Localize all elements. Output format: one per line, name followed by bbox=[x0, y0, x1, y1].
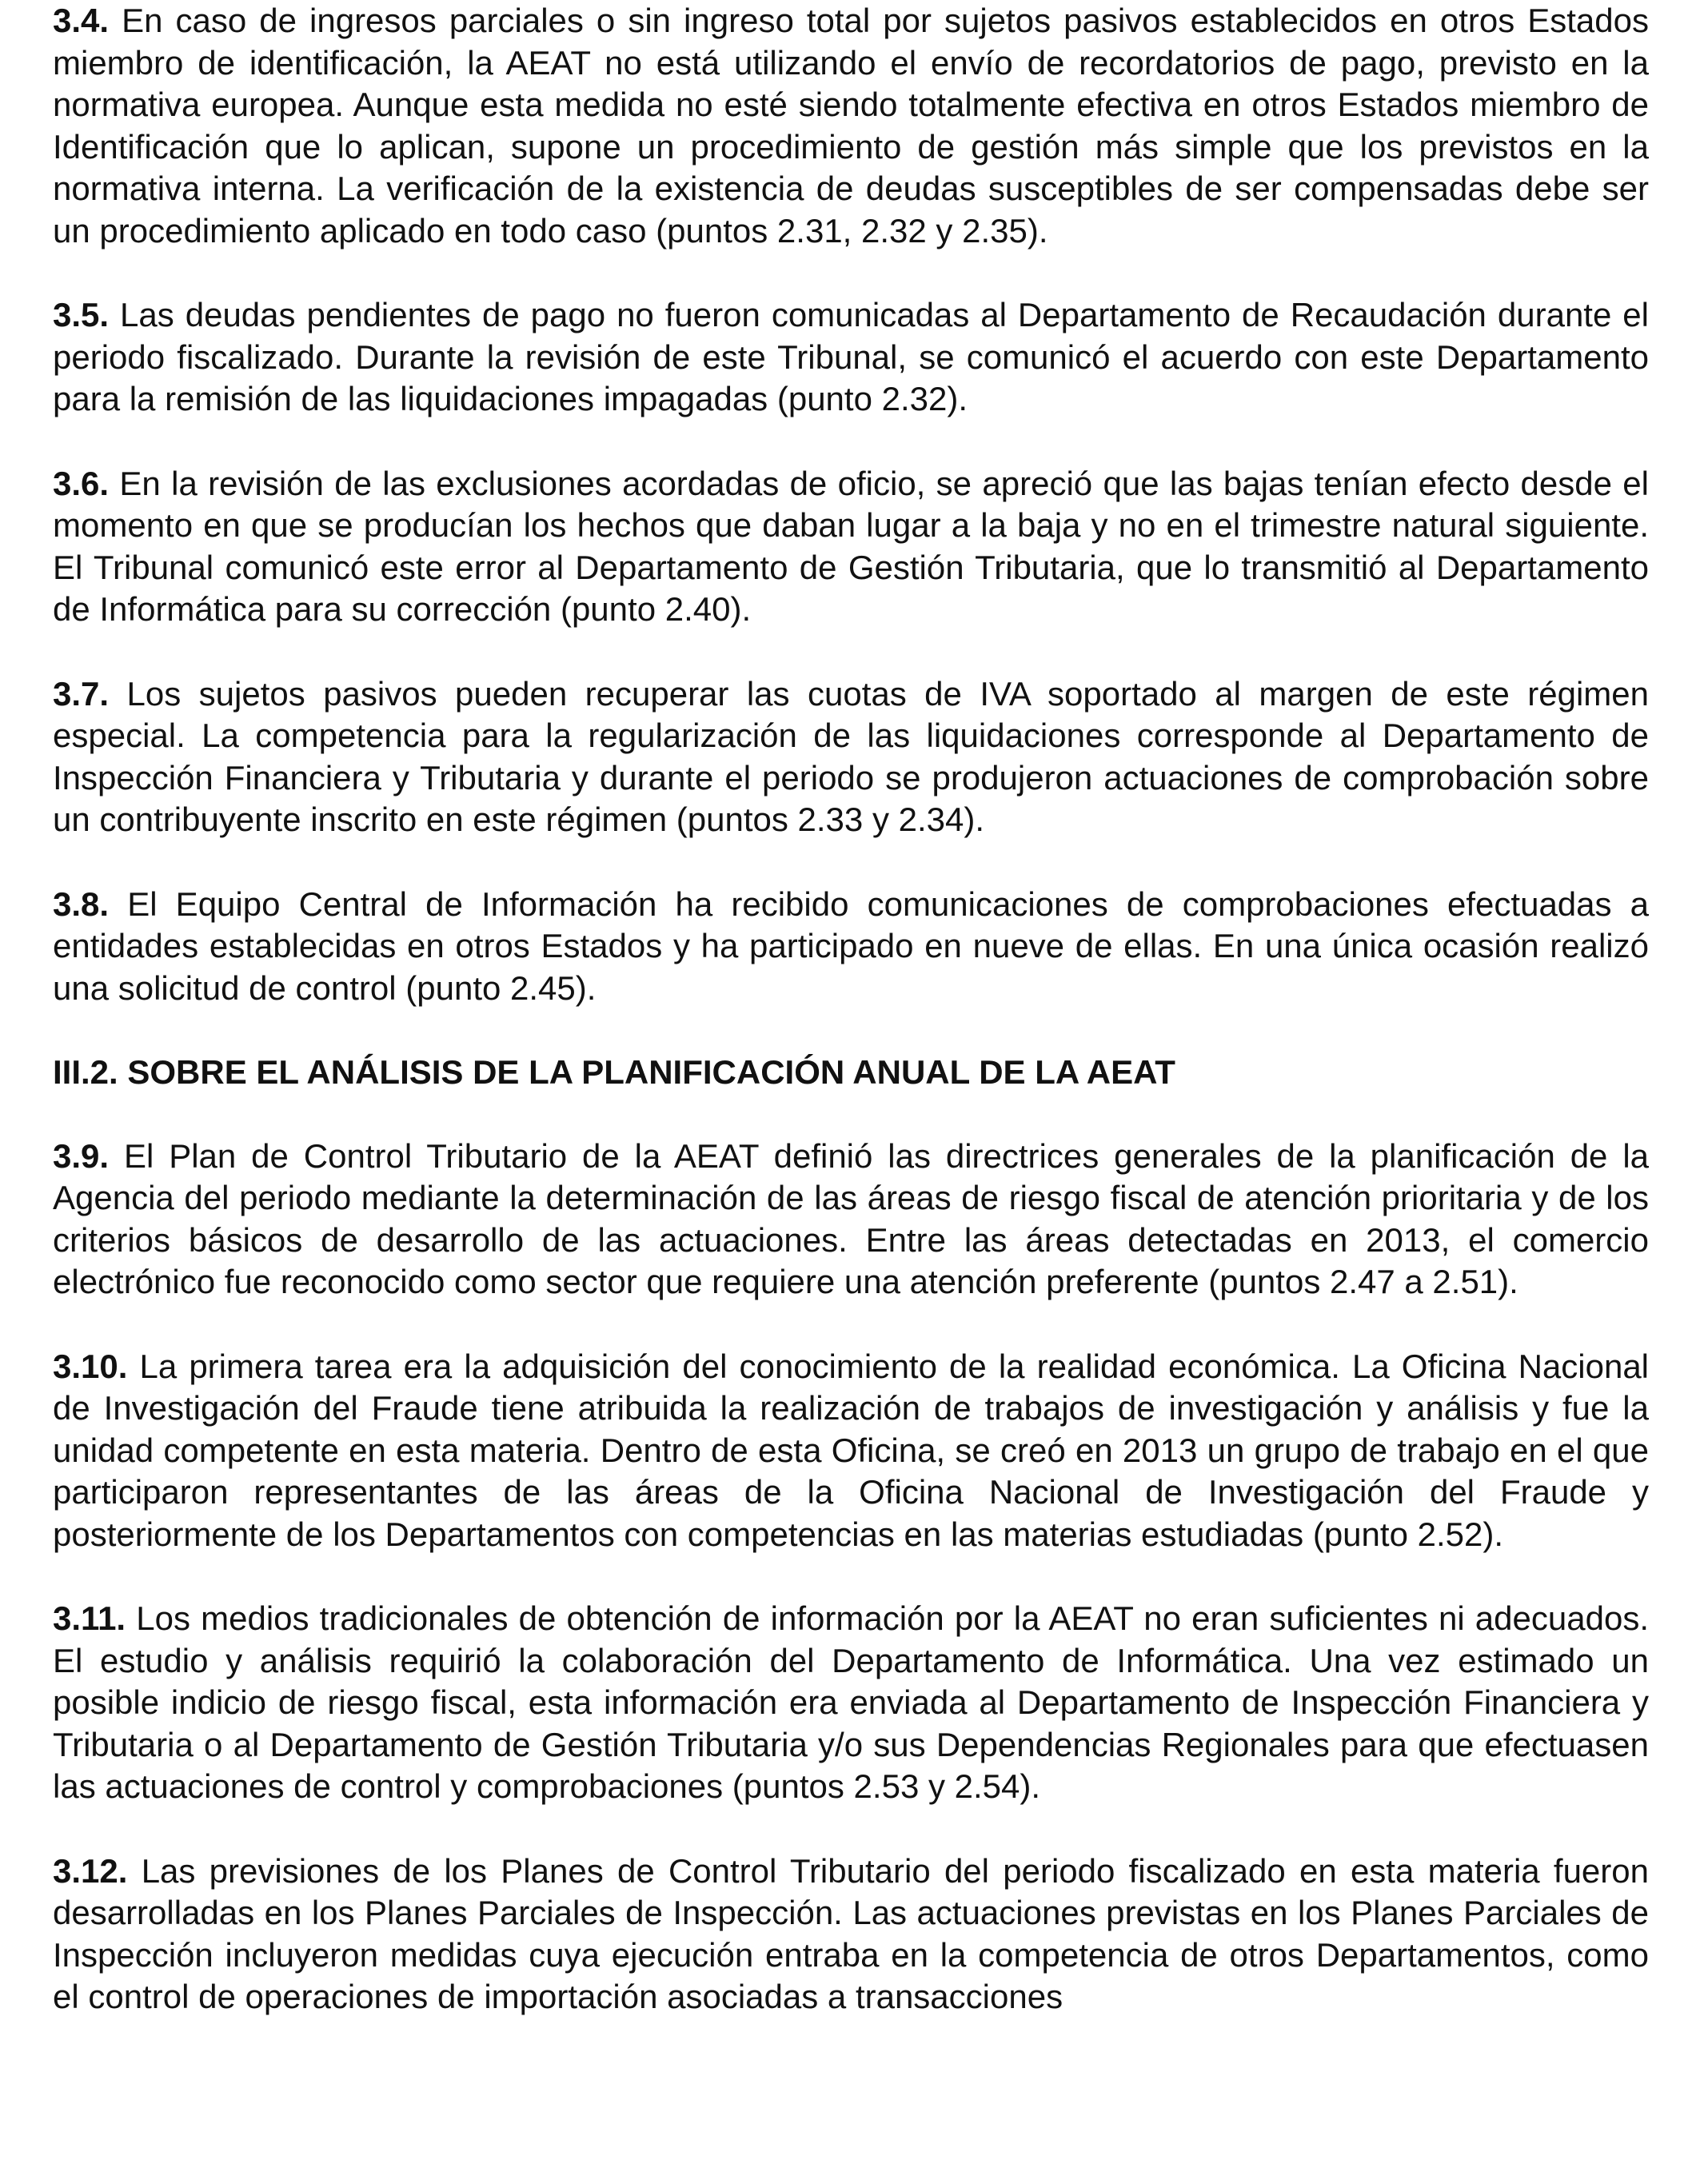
paragraph-3-8 bbox=[53, 884, 1649, 1010]
paragraph-3-7 bbox=[53, 673, 1649, 841]
paragraph-number: 3.8. bbox=[53, 884, 110, 923]
paragraph-3-12 bbox=[53, 1851, 1649, 2018]
paragraph-3-10 bbox=[53, 1346, 1649, 1556]
paragraph-3-6 bbox=[53, 463, 1649, 631]
paragraph-text: Las deudas pendientes de pago no fueron comunicadas al Departamento de Recaudación durante el periodo fiscalizado. Durante la revisión de este Tribunal, se comunicó el acuerdo con este Departamento para la remisión de las liquidaciones impagadas (punto 2.32). bbox=[53, 296, 1649, 417]
paragraph-text: Los sujetos pasivos pueden recuperar las cuotas de IVA soportado al margen de este régimen especial. La competencia para la regularización de las liquidaciones corresponde al Departamento de Inspección Financiera y Tributaria y durante el periodo se produjeron actuaciones de comprobación sobre un contribuyente inscrito en este régimen (puntos 2.33 y 2.34). bbox=[53, 674, 1649, 838]
paragraph-number: 3.5. bbox=[53, 296, 110, 333]
paragraph-number: 3.12. bbox=[53, 1851, 128, 1890]
paragraph-text: En caso de ingresos parciales o sin ingreso total por sujetos pasivos establecidos en otros Estados miembro de identificación, la AEAT no está utilizando el envío de recordatorios de pago, previsto en la normativa europea. Aunque esta medida no esté siendo totalmente efectiva en otros Estados miembro de Identificación que lo aplican, supone un procedimiento de gestión más simple que los previstos en la normativa interna. La verificación de la existencia de deudas susceptibles de ser compensadas debe ser un procedimiento aplicado en todo caso (puntos 2.31, 2.32 y 2.35). bbox=[53, 2, 1650, 250]
document-page bbox=[53, 0, 1649, 2061]
paragraph-3-9 bbox=[53, 1136, 1649, 1304]
paragraph-number: 3.9. bbox=[53, 1136, 110, 1175]
paragraph-text: En la revisión de las exclusiones acordadas de oficio, se apreció que las bajas tenían efecto desde el momento en que se producían los hechos que daban lugar a la baja y no en el trimestre natural siguiente. El Tribunal comunicó este error al Departamento de Gestión Tributaria, que lo transmitió al Departamento de Informática para su corrección (punto 2.40). bbox=[53, 464, 1649, 628]
paragraph-3-5 bbox=[53, 294, 1649, 421]
paragraph-text: Los medios tradicionales de obtención de información por la AEAT no eran suficientes ni adecuados. El estudio y análisis requirió la colaboración del Departamento de Informática. Una vez estimado un posible indicio de riesgo fiscal, esta información era enviada al Departamento de Inspección Financiera y Tributaria o al Departamento de Gestión Tributaria y/o sus Dependencias Regionales para que efectuasen las actuaciones de control y comprobaciones (puntos 2.53 y 2.54). bbox=[53, 1599, 1649, 1805]
section-heading: III.2. SOBRE EL ANÁLISIS DE LA PLANIFICACIÓN ANUAL DE LA AEAT bbox=[53, 1053, 1175, 1091]
paragraph-text: El Plan de Control Tributario de la AEAT definió las directrices generales de la planificación de la Agencia del periodo mediante la determinación de las áreas de riesgo fiscal de atención prioritaria y de los criterios básicos de desarrollo de las actuaciones. Entre las áreas detectadas en 2013, el comercio electrónico fue reconocido como sector que requiere una atención preferente (puntos 2.47 a 2.51). bbox=[53, 1136, 1650, 1300]
paragraph-3-11 bbox=[53, 1598, 1649, 1808]
paragraph-number: 3.11. bbox=[53, 1599, 126, 1637]
paragraph-number: 3.7. bbox=[53, 674, 110, 713]
paragraph-number: 3.10. bbox=[53, 1347, 128, 1385]
paragraph-text: El Equipo Central de Información ha recibido comunicaciones de comprobaciones efectuadas a entidades establecidas en otros Estados y ha participado en nueve de ellas. En una única ocasión realizó una solicitud de control (punto 2.45). bbox=[53, 884, 1650, 1007]
paragraph-text: Las previsiones de los Planes de Control Tributario del periodo fiscalizado en esta materia fueron desarrolladas en los Planes Parciales de Inspección. Las actuaciones previstas en los Planes Parciales de Inspección incluyeron medidas cuya ejecución entraba en la competencia de otros Departamentos, como el control de operaciones de importación asociadas a transacciones bbox=[53, 1851, 1649, 2015]
paragraph-number: 3.4. bbox=[53, 2, 110, 39]
paragraph-3-4 bbox=[53, 0, 1649, 252]
paragraph-text: La primera tarea era la adquisición del conocimiento de la realidad económica. La Oficina Nacional de Investigación del Fraude tiene atribuida la realización de trabajos de investigación y análisis y fue la unidad competente en esta materia. Dentro de esta Oficina, se creó en 2013 un grupo de trabajo en el que participaron representantes de las áreas de la Oficina Nacional de Investigación del Fraude y posteriormente de los Departamentos con competencias en las materias estudiadas (punto 2.52). bbox=[53, 1347, 1650, 1553]
paragraph-number: 3.6. bbox=[53, 464, 110, 502]
